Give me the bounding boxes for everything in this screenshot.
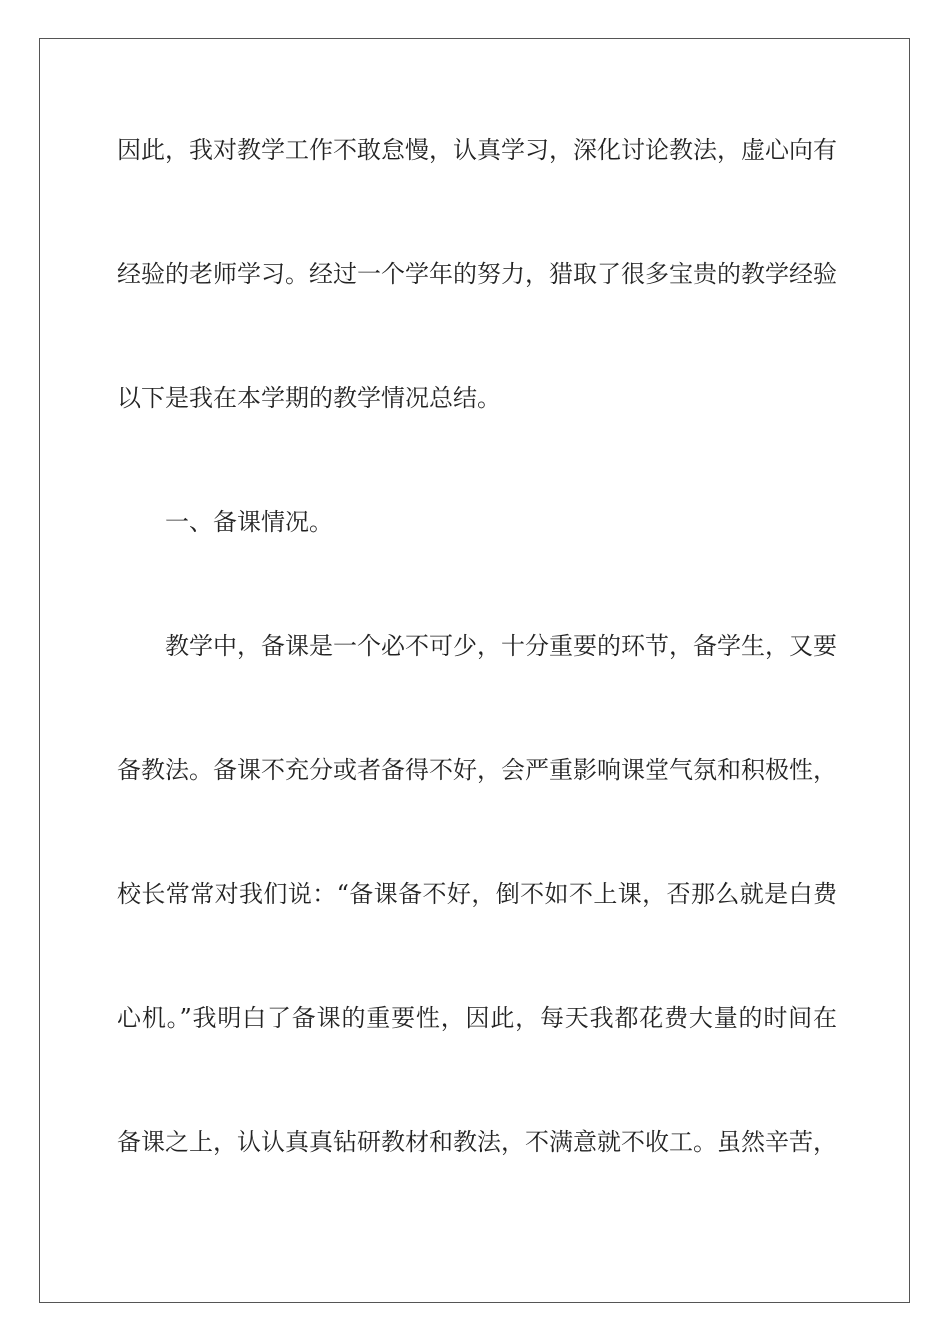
section-heading: 一、备课情况。 [165,508,333,536]
paragraph-line-9: 备课之上，认认真真钻研教材和教法，不满意就不收工。虽然辛苦， [117,1128,837,1156]
paragraph-line-7: 校长常常对我们说：“备课备不好，倒不如不上课，否那么就是白费 [117,880,837,908]
paragraph-line-1: 因此，我对教学工作不敢怠慢，认真学习，深化讨论教法，虚心向有 [117,136,837,164]
paragraph-line-6: 备教法。备课不充分或者备得不好，会严重影响课堂气氛和积极性， [117,756,837,784]
paragraph-line-2: 经验的老师学习。经过一个学年的努力，猎取了很多宝贵的教学经验 [117,260,837,288]
page-border [39,38,910,1303]
paragraph-line-8: 心机。”我明白了备课的重要性，因此，每天我都花费大量的时间在 [117,1004,837,1032]
paragraph-line-3: 以下是我在本学期的教学情况总结。 [117,384,501,412]
paragraph-line-5: 教学中，备课是一个必不可少，十分重要的环节，备学生，又要 [165,632,837,660]
